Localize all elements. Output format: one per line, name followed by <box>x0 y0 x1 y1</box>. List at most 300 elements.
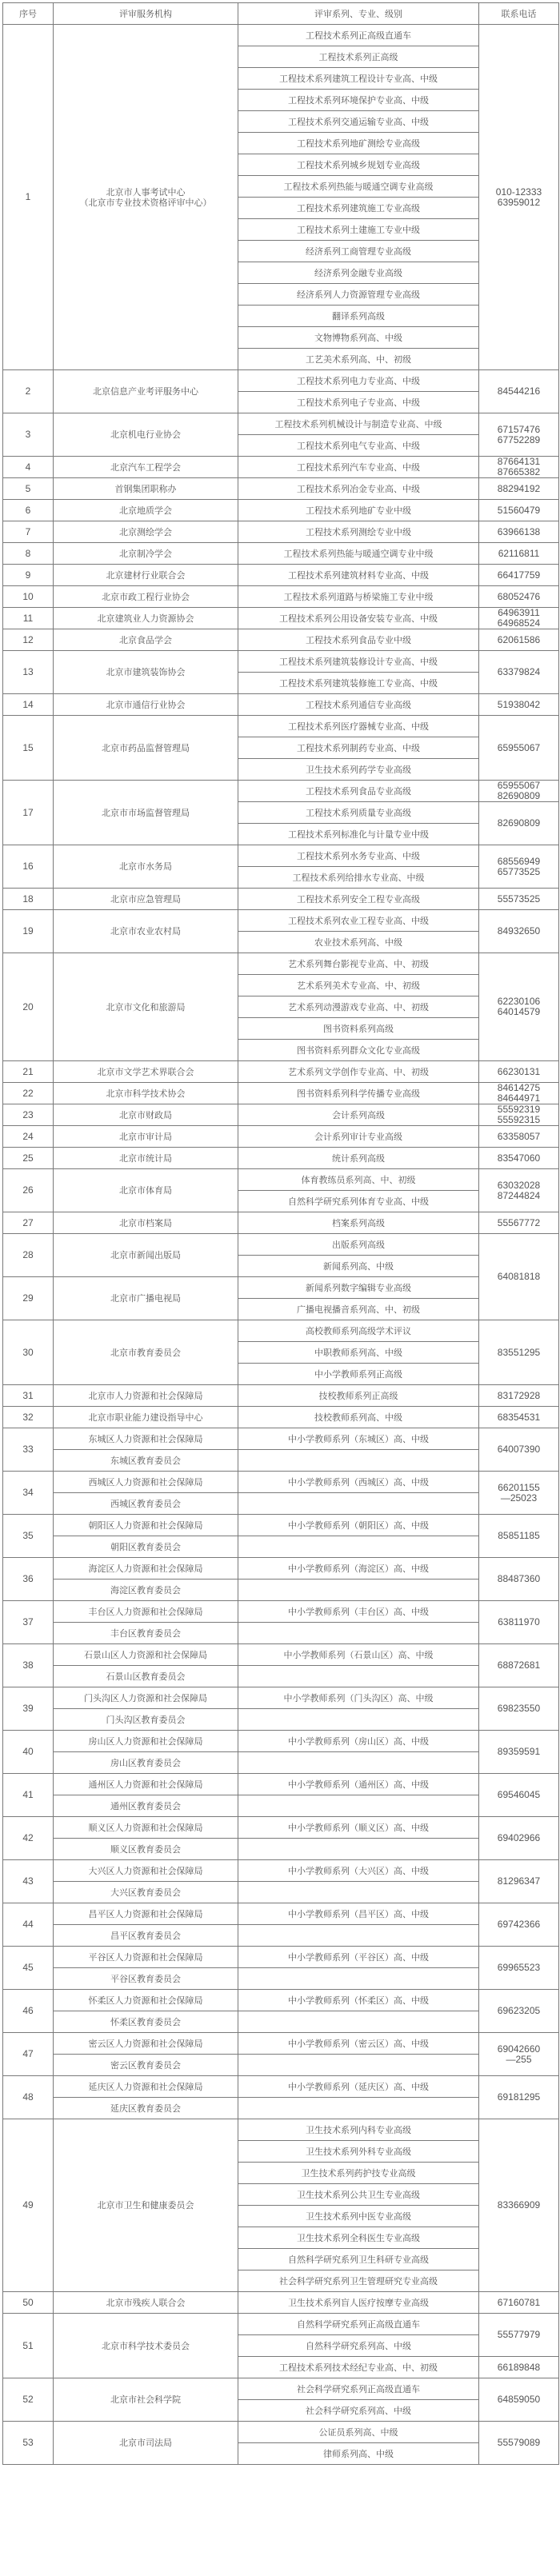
phone-number: 55567772 <box>497 1216 541 1228</box>
review-agency: 延庆区人力资源和社会保障局 <box>54 2076 238 2098</box>
table-row <box>3 500 559 521</box>
table-row <box>3 1990 559 2011</box>
review-series: 工程技术系列建筑装修设计专业高、中级 <box>238 651 479 673</box>
review-agency: 朝阳区教育委员会 <box>54 1536 238 1558</box>
review-series: 中小学教师系列（延庆区）高、中级 <box>238 2076 479 2098</box>
review-series: 会计系列高级 <box>238 1104 479 1126</box>
phone-number: 62230106 <box>497 996 541 1007</box>
phone-number: 69546045 <box>497 1789 541 1800</box>
review-agency: 北京市市场监督管理局 <box>54 781 238 845</box>
review-agency: 北京地质学会 <box>54 500 238 521</box>
review-series: 经济系列人力资源管理专业高级 <box>238 284 479 306</box>
review-series: 技校教师系列高、中级 <box>238 1407 479 1428</box>
review-agency: 石景山区人力资源和社会保障局 <box>54 1644 238 1666</box>
phone-number: 55592315 <box>497 1114 541 1125</box>
phone-number: 55592319 <box>497 1104 541 1115</box>
review-series: 工程技术系列建筑装修施工专业高、中级 <box>238 673 479 694</box>
review-agency: 西城区教育委员会 <box>54 1493 238 1515</box>
page-container <box>2 2 559 2465</box>
review-agency: 门头沟区人力资源和社会保障局 <box>54 1687 238 1709</box>
review-series: 农业技术系列高、中级 <box>238 932 479 953</box>
contact-phone <box>479 565 559 586</box>
review-series: 工程技术系列冶金专业高、中级 <box>238 478 479 500</box>
review-agency: 北京市文学艺术界联合会 <box>54 1061 238 1083</box>
table-row <box>3 1666 559 1687</box>
contact-phone <box>479 889 559 910</box>
phone-number: 69742366 <box>497 1919 541 1930</box>
phone-number: 69042660 <box>497 2043 541 2055</box>
phone-number: 82690809 <box>497 790 541 801</box>
review-agency: 房山区人力资源和社会保障局 <box>54 1731 238 1752</box>
table-header-row <box>3 3 559 25</box>
review-series: 图书资料系列科学传播专业高级 <box>238 1083 479 1104</box>
row-number: 21 <box>3 1061 54 1083</box>
contact-phone <box>479 1731 559 1774</box>
review-series: 卫生技术系列公共卫生专业高级 <box>238 2184 479 2206</box>
review-agency: 北京市农业农村局 <box>54 910 238 953</box>
row-number: 44 <box>3 1903 54 1947</box>
contact-phone <box>479 1407 559 1428</box>
contact-phone <box>479 370 559 413</box>
contact-phone <box>479 845 559 889</box>
review-agency: 北京食品学会 <box>54 629 238 651</box>
review-series: 工艺美术系列高、中、初级 <box>238 349 479 370</box>
review-agency: 北京市科学技术协会 <box>54 1083 238 1104</box>
review-series: 经济系列工商管理专业高级 <box>238 241 479 262</box>
row-number: 10 <box>3 586 54 608</box>
review-series: 自然科学研究系列正高级直通车 <box>238 2314 479 2335</box>
table-row <box>3 1687 559 1709</box>
row-number: 35 <box>3 1515 54 1558</box>
contact-phone <box>479 910 559 953</box>
contact-phone <box>479 1644 559 1687</box>
review-agency: 北京测绘学会 <box>54 521 238 543</box>
review-series: 工程技术系列热能与暖通空调专业中级 <box>238 543 479 565</box>
row-number: 11 <box>3 608 54 629</box>
review-series: 中小学教师系列（房山区）高、中级 <box>238 1731 479 1752</box>
contact-phone <box>479 1817 559 1860</box>
row-number: 8 <box>3 543 54 565</box>
table-row <box>3 2033 559 2055</box>
review-series: 工程技术系列汽车专业高、中级 <box>238 457 479 478</box>
table-row <box>3 1839 559 1860</box>
row-number: 6 <box>3 500 54 521</box>
phone-number: 83366909 <box>497 2199 541 2211</box>
review-series: 工程技术系列建筑材料专业高、中级 <box>238 565 479 586</box>
review-series: 工程技术系列地矿专业中级 <box>238 500 479 521</box>
review-agency: 房山区教育委员会 <box>54 1752 238 1774</box>
row-number: 27 <box>3 1212 54 1234</box>
review-agency: 怀柔区人力资源和社会保障局 <box>54 1990 238 2011</box>
review-series: 工程技术系列交通运输专业高、中级 <box>238 111 479 133</box>
review-series: 自然科学研究系列体育专业高、中级 <box>238 1191 479 1212</box>
review-agency: 首钢集团职称办 <box>54 478 238 500</box>
table-row <box>3 1450 559 1472</box>
review-agency: 海淀区教育委员会 <box>54 1580 238 1601</box>
contact-phone <box>479 1947 559 1990</box>
contact-phone <box>479 629 559 651</box>
row-number: 53 <box>3 2422 54 2465</box>
table-row <box>3 1903 559 1925</box>
review-series: 中小学教师系列（密云区）高、中级 <box>238 2033 479 2055</box>
phone-number: 68556949 <box>497 855 541 867</box>
review-series: 经济系列金融专业高级 <box>238 262 479 284</box>
review-agency: 昌平区人力资源和社会保障局 <box>54 1903 238 1925</box>
contact-phone <box>479 1428 559 1472</box>
review-series: 工程技术系列地矿测绘专业高级 <box>238 133 479 154</box>
row-number: 51 <box>3 2314 54 2378</box>
review-agency-table <box>2 2 559 2465</box>
row-number: 22 <box>3 1083 54 1104</box>
review-agency-line: 北京市人事考试中心 <box>106 186 186 198</box>
table-row <box>3 2098 559 2119</box>
row-number: 14 <box>3 694 54 716</box>
contact-phone <box>479 2378 559 2422</box>
contact-phone <box>479 543 559 565</box>
review-series: 律师系列高、中级 <box>238 2443 479 2465</box>
phone-number: 64007390 <box>497 1444 541 1455</box>
review-series: 中职教师系列高、中级 <box>238 1342 479 1364</box>
review-series: 工程技术系列安全工程专业高级 <box>238 889 479 910</box>
row-number: 12 <box>3 629 54 651</box>
review-series: 工程技术系列土建施工专业中级 <box>238 219 479 241</box>
table-row <box>3 1277 559 1299</box>
phone-number: 64963911 <box>498 607 540 618</box>
table-row <box>3 1493 559 1515</box>
review-agency: 平谷区教育委员会 <box>54 1968 238 1990</box>
review-agency <box>54 25 238 370</box>
row-number: 25 <box>3 1148 54 1169</box>
review-series: 社会科学研究系列高、中级 <box>238 2400 479 2422</box>
review-series: 工程技术系列测绘专业中级 <box>238 521 479 543</box>
review-agency: 北京信息产业考评服务中心 <box>54 370 238 413</box>
review-series: 工程技术系列农业工程专业高、中级 <box>238 910 479 932</box>
table-row <box>3 1644 559 1666</box>
table-row <box>3 1968 559 1990</box>
review-agency: 朝阳区人力资源和社会保障局 <box>54 1515 238 1536</box>
review-agency: 海淀区人力资源和社会保障局 <box>54 1558 238 1580</box>
contact-phone <box>479 2033 559 2076</box>
row-number: 16 <box>3 845 54 889</box>
review-series: 工程技术系列电子专业高、中级 <box>238 392 479 413</box>
phone-number: 67752289 <box>497 433 541 445</box>
review-series: 卫生技术系列盲人医疗按摩专业高级 <box>238 2292 479 2314</box>
phone-number: 010-12333 <box>495 186 542 198</box>
row-number: 3 <box>3 413 54 457</box>
table-row <box>3 413 559 435</box>
phone-number: 68354531 <box>497 1411 541 1423</box>
review-agency: 北京市新闻出版局 <box>54 1234 238 1277</box>
row-number: 38 <box>3 1644 54 1687</box>
row-number: 43 <box>3 1860 54 1903</box>
review-series: 工程技术系列食品专业中级 <box>238 629 479 651</box>
phone-number: 85851185 <box>498 1530 540 1541</box>
contact-phone <box>479 478 559 500</box>
review-series: 卫生技术系列外科专业高级 <box>238 2141 479 2163</box>
table-row <box>3 1601 559 1623</box>
row-number: 42 <box>3 1817 54 1860</box>
table-row <box>3 1623 559 1644</box>
phone-number: 64859050 <box>497 2394 541 2405</box>
row-number: 37 <box>3 1601 54 1644</box>
table-row <box>3 953 559 975</box>
review-agency: 延庆区教育委员会 <box>54 2098 238 2119</box>
contact-phone <box>479 1990 559 2033</box>
row-number: 28 <box>3 1234 54 1277</box>
phone-number: 64014579 <box>497 1006 541 1017</box>
review-agency: 北京市政工程行业协会 <box>54 586 238 608</box>
review-series: 工程技术系列城乡规划专业高级 <box>238 154 479 176</box>
phone-number: —25023 <box>500 1492 538 1504</box>
phone-number: 51560479 <box>497 504 541 516</box>
review-agency: 石景山区教育委员会 <box>54 1666 238 1687</box>
header-series: 评审系列、专业、级别 <box>238 3 479 25</box>
review-series: 图书资料系列群众文化专业高级 <box>238 1040 479 1061</box>
phone-number: 51938042 <box>497 698 541 710</box>
review-series: 中小学教师系列（丰台区）高、中级 <box>238 1601 479 1623</box>
contact-phone <box>479 500 559 521</box>
header-org: 评审服务机构 <box>54 3 238 25</box>
review-agency: 门头沟区教育委员会 <box>54 1709 238 1731</box>
contact-phone <box>479 716 559 781</box>
review-series: 工程技术系列电气专业高、中级 <box>238 435 479 457</box>
table-row <box>3 845 559 867</box>
review-agency: 北京市社会科学院 <box>54 2378 238 2422</box>
table-row <box>3 1752 559 1774</box>
phone-number: 83551295 <box>497 1346 541 1358</box>
review-agency-line: （北京市专业技术资格评审中心） <box>79 197 212 208</box>
phone-number: 87665382 <box>497 466 541 477</box>
review-series: 工程技术系列通信专业高级 <box>238 694 479 716</box>
contact-phone <box>479 521 559 543</box>
contact-phone <box>479 1104 559 1126</box>
phone-number: 55573525 <box>497 893 541 905</box>
review-agency: 大兴区教育委员会 <box>54 1882 238 1903</box>
review-series: 工程技术系列正高级 <box>238 46 479 68</box>
row-number: 33 <box>3 1428 54 1472</box>
phone-number: 63811970 <box>498 1616 540 1627</box>
review-series: 中小学教师系列（平谷区）高、中级 <box>238 1947 479 1968</box>
contact-phone <box>479 1903 559 1947</box>
header-phone: 联系电话 <box>479 3 559 25</box>
review-series: 公证员系列高、中级 <box>238 2422 479 2443</box>
contact-phone <box>479 1148 559 1169</box>
table-row <box>3 2119 559 2141</box>
review-series: 中小学教师系列（东城区）高、中级 <box>238 1428 479 1450</box>
phone-number: 64081818 <box>497 1271 541 1282</box>
phone-number: 63959012 <box>497 196 541 208</box>
contact-phone <box>479 586 559 608</box>
phone-number: 65955067 <box>497 780 541 791</box>
table-row <box>3 586 559 608</box>
review-series: 工程技术系列环境保护专业高、中级 <box>238 90 479 111</box>
phone-number: 67157476 <box>497 423 541 435</box>
review-agency: 北京市水务局 <box>54 845 238 889</box>
review-agency: 北京市教育委员会 <box>54 1320 238 1385</box>
review-agency: 北京市文化和旅游局 <box>54 953 238 1061</box>
row-number: 50 <box>3 2292 54 2314</box>
row-number: 29 <box>3 1277 54 1320</box>
review-series: 自然科学研究系列高、中级 <box>238 2335 479 2357</box>
review-series: 卫生技术系列全科医生专业高级 <box>238 2227 479 2249</box>
table-row <box>3 2076 559 2098</box>
review-series: 工程技术系列机械设计与制造专业高、中级 <box>238 413 479 435</box>
review-agency: 大兴区人力资源和社会保障局 <box>54 1860 238 1882</box>
row-number: 24 <box>3 1126 54 1148</box>
review-agency: 北京市审计局 <box>54 1126 238 1148</box>
table-row <box>3 2292 559 2314</box>
phone-number: 83172928 <box>497 1389 541 1401</box>
table-row <box>3 521 559 543</box>
review-agency: 北京市统计局 <box>54 1148 238 1169</box>
table-row <box>3 910 559 932</box>
table-row <box>3 25 559 46</box>
contact-phone <box>479 953 559 1061</box>
review-series: 中小学教师系列（昌平区）高、中级 <box>238 1903 479 1925</box>
review-agency: 通州区人力资源和社会保障局 <box>54 1774 238 1795</box>
review-series: 艺术系列舞台影视专业高、中、初级 <box>238 953 479 975</box>
contact-phone <box>479 457 559 478</box>
phone-number: 66417759 <box>497 569 541 581</box>
phone-number: 88487360 <box>497 1573 541 1584</box>
table-row <box>3 1234 559 1256</box>
table-row <box>3 716 559 737</box>
review-agency: 昌平区教育委员会 <box>54 1925 238 1947</box>
table-row <box>3 1407 559 1428</box>
review-series: 新闻系列高、中级 <box>238 1256 479 1277</box>
table-row <box>3 1580 559 1601</box>
table-row <box>3 1320 559 1342</box>
phone-number: 88294192 <box>497 482 541 494</box>
table-row <box>3 1817 559 1839</box>
row-number: 18 <box>3 889 54 910</box>
contact-phone <box>479 1169 559 1212</box>
row-number: 30 <box>3 1320 54 1385</box>
review-series: 工程技术系列建筑施工专业高级 <box>238 198 479 219</box>
review-agency: 西城区人力资源和社会保障局 <box>54 1472 238 1493</box>
table-row <box>3 478 559 500</box>
table-row <box>3 1947 559 1968</box>
review-series: 工程技术系列水务专业高、中级 <box>238 845 479 867</box>
review-series: 工程技术系列电力专业高、中级 <box>238 370 479 392</box>
contact-phone <box>479 802 559 845</box>
review-agency: 东城区教育委员会 <box>54 1450 238 1472</box>
row-number: 4 <box>3 457 54 478</box>
table-row <box>3 565 559 586</box>
review-agency: 顺义区人力资源和社会保障局 <box>54 1817 238 1839</box>
review-agency: 北京市体育局 <box>54 1169 238 1212</box>
table-row <box>3 543 559 565</box>
contact-phone <box>479 781 559 802</box>
row-number: 26 <box>3 1169 54 1212</box>
review-agency: 北京市人力资源和社会保障局 <box>54 1385 238 1407</box>
table-row <box>3 1515 559 1536</box>
row-number: 9 <box>3 565 54 586</box>
review-agency: 北京市司法局 <box>54 2422 238 2465</box>
phone-number: 66230131 <box>497 1065 541 1077</box>
table-row <box>3 370 559 392</box>
review-series: 新闻系列数字编辑专业高级 <box>238 1277 479 1299</box>
review-series: 档案系列高级 <box>238 1212 479 1234</box>
contact-phone <box>479 1558 559 1601</box>
table-row <box>3 889 559 910</box>
review-series: 工程技术系列给排水专业高、中级 <box>238 867 479 889</box>
row-number: 52 <box>3 2378 54 2422</box>
row-number: 1 <box>3 25 54 370</box>
phone-number: 55579089 <box>497 2437 541 2448</box>
phone-number: 66189848 <box>497 2361 541 2373</box>
review-series: 图书资料系列高级 <box>238 1018 479 1040</box>
review-series: 社会科学研究系列正高级直通车 <box>238 2378 479 2400</box>
table-row <box>3 1385 559 1407</box>
row-number: 34 <box>3 1472 54 1515</box>
row-number: 46 <box>3 1990 54 2033</box>
phone-number: 69965523 <box>497 1962 541 1973</box>
row-number: 19 <box>3 910 54 953</box>
review-agency: 北京市残疾人联合会 <box>54 2292 238 2314</box>
review-series: 文物博物系列高、中级 <box>238 327 479 349</box>
table-body <box>3 25 559 2465</box>
header-no: 序号 <box>3 3 54 25</box>
contact-phone <box>479 1083 559 1104</box>
phone-number: 68872681 <box>497 1659 541 1671</box>
phone-number: 81296347 <box>497 1875 541 1887</box>
contact-phone <box>479 2076 559 2119</box>
review-series: 工程技术系列道路与桥梁施工专业中级 <box>238 586 479 608</box>
contact-phone <box>479 1687 559 1731</box>
row-number: 20 <box>3 953 54 1061</box>
review-series: 工程技术系列热能与暖通空调专业高级 <box>238 176 479 198</box>
review-agency: 北京建筑业人力资源协会 <box>54 608 238 629</box>
row-number: 5 <box>3 478 54 500</box>
phone-number: 84932650 <box>497 925 541 937</box>
phone-number: 62116811 <box>498 547 540 559</box>
row-number: 13 <box>3 651 54 694</box>
row-number: 7 <box>3 521 54 543</box>
review-series: 卫生技术系列内科专业高级 <box>238 2119 479 2141</box>
row-number: 47 <box>3 2033 54 2076</box>
review-series: 艺术系列美术专业高、中、初级 <box>238 975 479 996</box>
phone-number: 87664131 <box>497 456 541 467</box>
review-series: 会计系列审计专业高级 <box>238 1126 479 1148</box>
review-series: 统计系列高级 <box>238 1148 479 1169</box>
phone-number: 63032028 <box>497 1179 541 1191</box>
row-number: 39 <box>3 1687 54 1731</box>
review-series: 中小学教师系列（海淀区）高、中级 <box>238 1558 479 1580</box>
review-series: 中小学教师系列（通州区）高、中级 <box>238 1774 479 1795</box>
review-series: 高校教师系列高级学术评议 <box>238 1320 479 1342</box>
row-number: 48 <box>3 2076 54 2119</box>
contact-phone <box>479 1061 559 1083</box>
review-series: 中小学教师系列（西城区）高、中级 <box>238 1472 479 1493</box>
review-agency: 北京市应急管理局 <box>54 889 238 910</box>
table-row <box>3 1472 559 1493</box>
review-agency: 北京市通信行业协会 <box>54 694 238 716</box>
phone-number: 82690809 <box>497 817 541 829</box>
row-number: 31 <box>3 1385 54 1407</box>
phone-number: 63379824 <box>497 666 541 677</box>
phone-number: 55577979 <box>497 2329 541 2340</box>
review-series: 工程技术系列质量专业高级 <box>238 802 479 824</box>
row-number: 45 <box>3 1947 54 1990</box>
phone-number: 84544216 <box>497 385 541 397</box>
review-series: 艺术系列动漫游戏专业高、中、初级 <box>238 996 479 1018</box>
review-agency: 东城区人力资源和社会保障局 <box>54 1428 238 1450</box>
row-number: 49 <box>3 2119 54 2292</box>
table-row <box>3 1428 559 1450</box>
contact-phone <box>479 1234 559 1320</box>
review-agency: 北京建材行业联合会 <box>54 565 238 586</box>
